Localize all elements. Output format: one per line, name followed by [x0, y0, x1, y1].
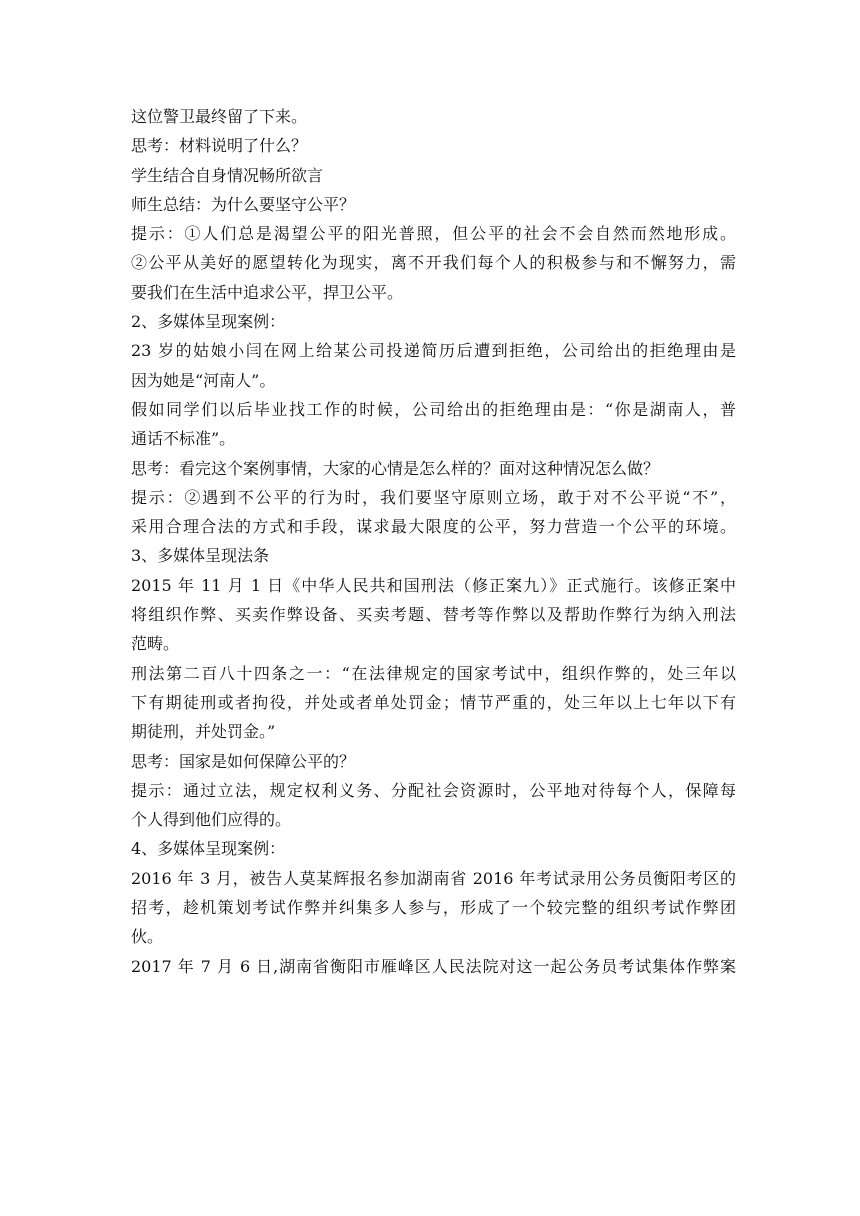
text-line: 师生总结：为什么要坚守公平？ — [131, 194, 356, 214]
text-line: 伙。 — [131, 927, 164, 947]
text-line: 23 岁的姑娘小闫在网上给某公司投递简历后遭到拒绝，公司给出的拒绝理由是 — [131, 341, 736, 361]
text-line: 因为她是“河南人”。 — [131, 370, 276, 390]
text-line: 2、多媒体呈现案例： — [131, 312, 286, 332]
text-line: 思考：看完这个案例事情，大家的心情是怎么样的？面对这种情况怎么做？ — [131, 458, 660, 478]
text-line: 范畴。 — [131, 634, 180, 654]
document-body — [131, 102, 736, 981]
text-line: 要我们在生活中追求公平，捍卫公平。 — [131, 282, 404, 302]
text-line: 通话不标准”。 — [131, 429, 236, 449]
text-line: 下有期徒刑或者拘役，并处或者单处罚金；情节严重的，处三年以上七年以下有 — [131, 692, 736, 712]
text-line: 提示：②遇到不公平的行为时，我们要坚守原则立场，敢于对不公平说“不”， — [131, 487, 736, 507]
text-line: 2016 年 3 月，被告人莫某辉报名参加湖南省 2016 年考试录用公务员衡阳考区的 — [131, 868, 736, 888]
text-line: 将组织作弊、买卖作弊设备、买卖考题、替考等作弊以及帮助作弊行为纳入刑法 — [131, 605, 736, 625]
text-line: 个人得到他们应得的。 — [131, 810, 292, 830]
text-line: 采用合理合法的方式和手段，谋求最大限度的公平，努力营造一个公平的环境。 — [131, 517, 736, 537]
text-line: 提示：通过立法，规定权利义务、分配社会资源时，公平地对待每个人，保障每 — [131, 780, 736, 800]
text-line: 3、多媒体呈现法条 — [131, 546, 270, 566]
text-line: 4、多媒体呈现案例： — [131, 839, 286, 859]
text-line: 这位警卫最终留了下来。 — [131, 107, 308, 126]
text-line: ②公平从美好的愿望转化为现实，离不开我们每个人的积极参与和不懈努力，需 — [131, 253, 736, 273]
text-line: 思考：国家是如何保障公平的？ — [131, 751, 356, 771]
text-line: 招考，趁机策划考试作弊并纠集多人参与，形成了一个较完整的组织考试作弊团 — [131, 898, 736, 918]
text-line: 思考：材料说明了什么？ — [131, 136, 308, 156]
text-line: 2015 年 11 月 1 日《中华人民共和国刑法（修正案九）》正式施行。该修正案中 — [131, 575, 736, 595]
text-line: 期徒刑，并处罚金。” — [131, 722, 276, 742]
text-line: 假如同学们以后毕业找工作的时候，公司给出的拒绝理由是：“你是湖南人，普 — [131, 399, 736, 419]
text-line: 提示：①人们总是渴望公平的阳光普照，但公平的社会不会自然而然地形成。 — [131, 224, 736, 244]
text-line: 2017 年 7 月 6 日,湖南省衡阳市雁峰区人民法院对这一起公务员考试集体作弊案 — [131, 956, 736, 976]
text-line: 刑法第二百八十四条之一：“在法律规定的国家考试中，组织作弊的，处三年以 — [131, 663, 736, 683]
text-line: 学生结合自身情况畅所欲言 — [131, 165, 324, 185]
